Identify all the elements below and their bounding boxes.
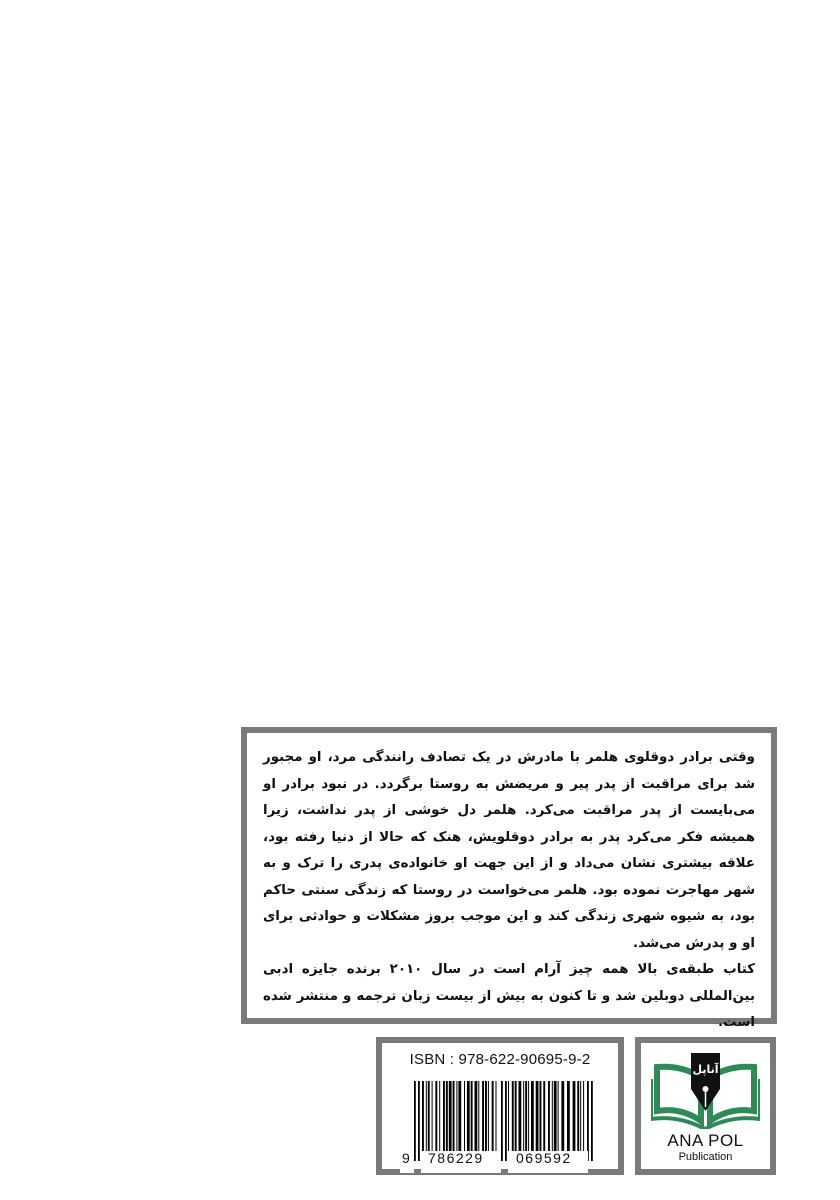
barcode-bar	[482, 1081, 484, 1151]
barcode-bar	[435, 1081, 437, 1151]
barcode-bar	[540, 1081, 542, 1151]
barcode-bar	[543, 1081, 545, 1151]
barcode-digits	[382, 1150, 618, 1168]
barcode-bar	[525, 1081, 527, 1151]
barcode-bar	[519, 1081, 522, 1151]
book-summary-text	[263, 745, 755, 1037]
barcode-bar	[485, 1081, 487, 1151]
barcode-digit-first: 9	[402, 1150, 410, 1166]
barcode-bar	[552, 1081, 553, 1151]
barcode-guard-bar	[505, 1081, 507, 1161]
barcode-bar	[496, 1081, 497, 1151]
publisher-logo-box	[635, 1037, 776, 1175]
barcode-bar	[577, 1081, 579, 1151]
barcode-bar	[475, 1081, 478, 1151]
barcode-bar	[515, 1081, 517, 1151]
logo-glyph: آناپل	[692, 1063, 719, 1076]
isbn-label: ISBN : 978-622-90695-9-2	[409, 1051, 591, 1068]
barcode-bar	[443, 1081, 445, 1151]
barcode-bar	[426, 1081, 427, 1151]
barcode-bar	[512, 1081, 514, 1151]
barcode-bar	[439, 1081, 440, 1151]
barcode-bar	[471, 1081, 473, 1151]
barcode-bar	[428, 1081, 430, 1151]
barcode-guard-bar	[587, 1081, 589, 1161]
publisher-name: ANA POL	[667, 1131, 744, 1150]
barcode-bar	[567, 1081, 570, 1151]
isbn-barcode-box	[376, 1037, 624, 1175]
barcode-bar	[478, 1081, 479, 1151]
publisher-subtitle: Publication	[678, 1151, 733, 1163]
barcode-bar	[446, 1081, 448, 1151]
barcode-bar	[458, 1081, 461, 1151]
barcode-bar	[467, 1081, 470, 1151]
barcode-bar	[449, 1081, 452, 1151]
barcode-bar	[531, 1081, 534, 1151]
summary-paragraph-1: وقتی برادر دوقلوی هلمر با مادرش در یک تصادف رانندگی مرد، او مجبور شد برای مراقبت از پدر پیر و مریضش به روستا برگردد. در نبود برادر او می‌بایست از پدر مراقبت می‌کرد. هلمر دل خوشی از پدر نداشت، زیرا همیشه فکر می‌کرد پدر به برادر دوقلویش، هنک که حالا از دنیا رفته بود، علاقه بیشتری نشان می‌داد و از این جهت او خانواده‌ی پدری را ترک و به شهر مهاجرت نموده بود. هلمر می‌خواست در روستا که زندگی سنتی حاکم بود، به شیوه شهری زندگی کند و این موجب بروز مشکلات و حوادثی برای او و پدرش می‌شد.	[263, 750, 755, 951]
barcode-bar	[523, 1081, 524, 1151]
barcode-bar	[536, 1081, 539, 1151]
barcode-bar	[432, 1081, 433, 1151]
barcode-bar	[464, 1081, 465, 1151]
barcode-guard-bar	[414, 1081, 416, 1161]
barcode-bar	[548, 1081, 550, 1151]
barcode-bar	[456, 1081, 457, 1151]
barcode-bar	[554, 1081, 557, 1151]
barcode-bar	[422, 1081, 424, 1151]
barcode-digits-right: 069592	[516, 1150, 572, 1166]
book-summary-box	[241, 727, 777, 1030]
barcode-guard-bar	[501, 1081, 503, 1161]
barcode-bar	[573, 1081, 576, 1151]
barcode-digits-left: 786229	[428, 1150, 484, 1166]
barcode-bar	[583, 1081, 584, 1151]
barcode-bar	[561, 1081, 564, 1151]
barcode-guard-bar	[591, 1081, 593, 1161]
book-pen-icon	[651, 1049, 760, 1129]
barcode-bar	[528, 1081, 529, 1151]
barcode-bar	[558, 1081, 559, 1151]
barcode-bar	[508, 1081, 509, 1151]
barcode-bar	[453, 1081, 455, 1151]
barcode-bar	[492, 1081, 494, 1151]
summary-paragraph-2: کتاب طبقه‌ی بالا همه چیز آرام است در سال ۲۰۱۰ برنده جایزه ادبی بین‌المللی دوبلین شد و تا کنون به بیش از بیست زبان ترجمه و منتشر شده است.	[263, 962, 755, 1030]
barcode-bar	[488, 1081, 489, 1151]
barcode-guard-bar	[418, 1081, 420, 1161]
barcode-bar	[580, 1081, 581, 1151]
